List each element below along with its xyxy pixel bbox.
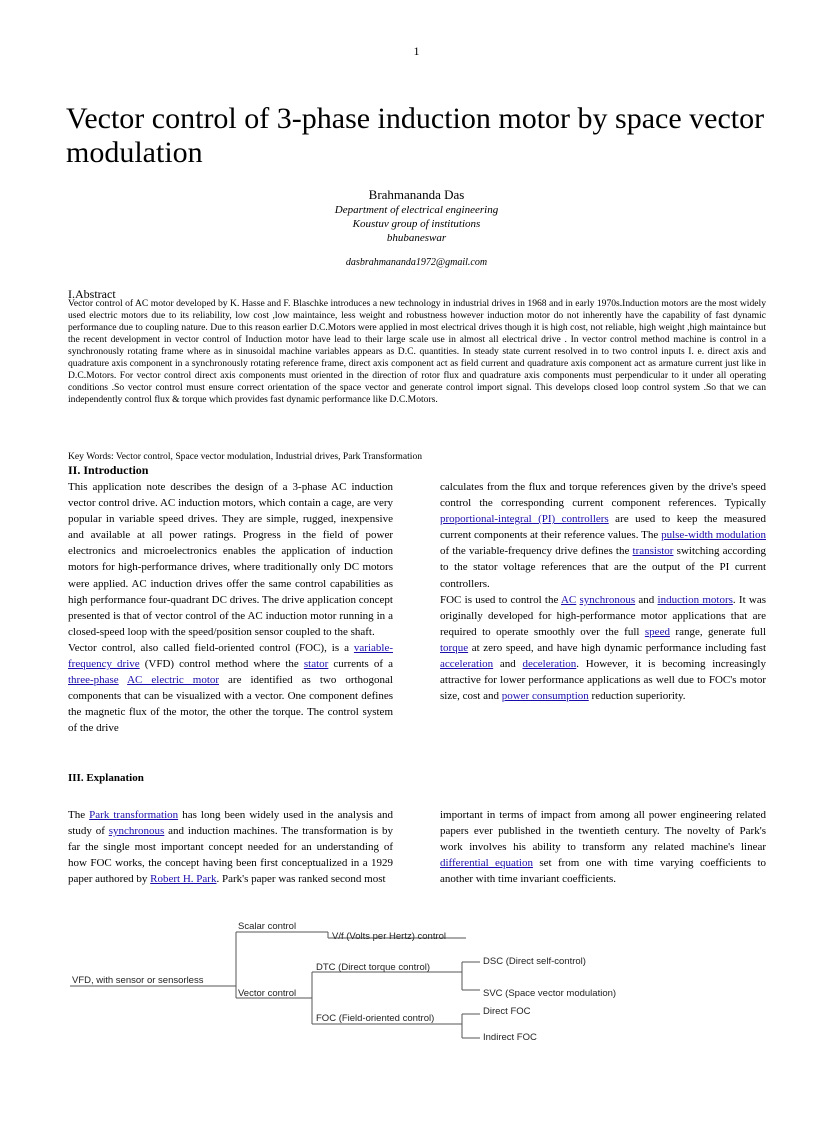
diagram-foc-label: FOC (Field-oriented control): [316, 1013, 435, 1024]
paper-title: Vector control of 3-phase induction motor by space vector modulation: [66, 102, 765, 169]
diagram-vector-label: Vector control: [238, 988, 297, 999]
diagram-dsc-label: DSC (Direct self-control): [483, 956, 586, 967]
diagram-scalar-label: Scalar control: [238, 921, 297, 932]
diagram-indirect-foc-label: Indirect FOC: [483, 1032, 537, 1043]
link-induction-motors[interactable]: induction motors: [657, 593, 733, 606]
link-ac-electric-motor[interactable]: AC electric motor: [127, 674, 220, 687]
author-institution: Koustuv group of institutions: [352, 218, 481, 230]
explanation-paragraph-2: important in terms of impact from among all power engineering related papers ever published in the twentieth century. The novelty of Park's work involves his ability to transform any related machine's linear differential equation set from one with time varying coefficients to another with time invariant coefficients.: [440, 809, 767, 886]
link-transistor[interactable]: transistor: [632, 545, 674, 558]
link-differential-equation[interactable]: differential equation: [440, 857, 533, 870]
author-name: Brahmananda Das: [368, 187, 465, 202]
abstract-heading: I.Abstract: [68, 287, 116, 301]
link-pulse-width-modulation[interactable]: pulse-width modulation: [661, 529, 767, 542]
introduction-left-column: [68, 479, 393, 737]
keywords: Key Words: Vector control, Space vector modulation, Industrial drives, Park Transformation: [68, 451, 423, 462]
link-power-consumption[interactable]: power consumption: [501, 690, 589, 703]
link-acceleration[interactable]: acceleration: [440, 658, 494, 671]
intro-paragraph-4: FOC is used to control the AC synchronous and induction motors. It was originally developed for high-performance motor applications that are required to operate smoothly over the full speed range, generate full torque at zero speed, and have high dynamic performance including fast acceleration and deceleration. However, it is becoming increasingly attractive for lower performance applications as well due to FOC's motor size, cost and power consumption reduction superiority.: [440, 593, 767, 703]
diagram-direct-foc-label: Direct FOC: [483, 1006, 531, 1017]
author-block: [0, 186, 833, 268]
author-city: bhubaneswar: [386, 232, 447, 244]
intro-paragraph-1: This application note describes the design of a 3-phase AC induction vector control drive. AC induction motors, which contain a cage, are very popular in variable speed drives. They are simple, rugged, inexpensive and available at all power ratings. Progress in the field of power electronics and microelectronics enables the application of induction motors for high-performance drives, where traditionally only DC motors were applied. AC induction drives offer the same control capabilities as high performance four-quadrant DC drives. The drive application concept presented is that of vector control of the AC induction motor running in a closed-speed loop with the speed/position sensor coupled to the shaft.: [68, 481, 393, 638]
link-synchronous[interactable]: synchronous: [579, 593, 636, 606]
diagram-vf-label: V/f (Volts per Hertz) control: [332, 931, 447, 942]
page-number: 1: [413, 44, 420, 58]
abstract-body: Vector control of AC motor developed by K. Hasse and F. Blaschke introduces a new technology in industrial drives in 1968 and in early 1970s.Induction motors are the most widely used electric motors due to its reliability, low cost ,low maintaince, less weight and robustness however induction motor do not inherently have the capability of fast dynamic performance due to coupling nature. Due to this reason earlier D.C.Motors were applied in most electrical drives though it is high cost, not reliable, high weight ,high maintaince but the recent development in vector control of Induction motor have lead to their large scale use in almost all electrical drive . In vector control method machine is control in a synchronously rotating frame where as in sinusoidal machine variables appears as D.C. quantities. In steady state current resolved in to two control inputs I. e. direct axis and quadrature axis component in a synchronously rotating reference frame, direct axis component act as field current and quadrature axis component act as armature current just like in D.C.Motors. For vector control direct axis components must oriented in the direction of rotor flux and quadrature axis components must perpendicular to it under all operating conditions .So vector control must ensure correct orientation of the space vector and generate control import signal. This develops closed loop control system .So that we can independently control flux & torque which provides fast dynamic performance like D.C.Motors.: [68, 298, 766, 405]
link-torque[interactable]: torque: [440, 641, 469, 654]
link-park-transformation[interactable]: Park transformation: [89, 809, 179, 821]
link-ac[interactable]: AC: [560, 593, 577, 606]
link-variable-frequency-drive[interactable]: variable-frequency drive: [68, 641, 393, 671]
diagram-dtc-label: DTC (Direct torque control): [316, 962, 431, 973]
intro-paragraph-3: calculates from the flux and torque references given by the drive's speed control the corresponding current component references. Typically proportional-integral (PI) controllers are used to keep the measured current components at their reference values. The pulse-width modulation of the variable-frequency drive defines the transistor switching according to the stator voltage references that are the output of the PI current controllers.: [440, 481, 767, 590]
diagram-root-label: VFD, with sensor or sensorless: [72, 975, 204, 986]
link-synchronous-machines[interactable]: synchronous: [108, 825, 165, 838]
explanation-paragraph-1: The Park transformation has long been widely used in the analysis and study of synchronous and induction machines. The transformation is by far the single most important concept needed for an understanding of how FOC works, the concept having been first conceptualized in a 1929 paper authored by Robert H. Park. Park's paper was ranked second most: [68, 809, 393, 886]
link-speed[interactable]: speed: [644, 625, 670, 638]
diagram-svc-label: SVC (Space vector modulation): [483, 988, 617, 999]
link-pi-controllers[interactable]: proportional-integral (PI) controllers: [440, 513, 609, 526]
author-email: dasbrahmananda1972@gmail.com: [345, 257, 488, 268]
link-stator[interactable]: stator: [303, 658, 329, 671]
introduction-heading: II. Introduction: [68, 463, 149, 477]
explanation-heading: III. Explanation: [68, 772, 144, 784]
link-deceleration[interactable]: deceleration: [522, 658, 577, 671]
link-three-phase[interactable]: three-phase: [68, 674, 119, 687]
author-department: Department of electrical engineering: [334, 204, 499, 216]
introduction-right-column: [440, 479, 766, 704]
vfd-classification-diagram: [66, 918, 626, 1044]
intro-paragraph-2: Vector control, also called field-oriented control (FOC), is a variable-frequency drive (VFD) control method where the stator currents of a three-phase AC electric motor are identified as two orthogonal components that can be visualized with a vector. One component defines the magnetic flux of the motor, the other the torque. The control system of the drive: [68, 641, 394, 735]
link-robert-h-park[interactable]: Robert H. Park: [150, 873, 217, 886]
explanation-right-column: [440, 807, 766, 887]
explanation-left-column: [68, 807, 393, 887]
